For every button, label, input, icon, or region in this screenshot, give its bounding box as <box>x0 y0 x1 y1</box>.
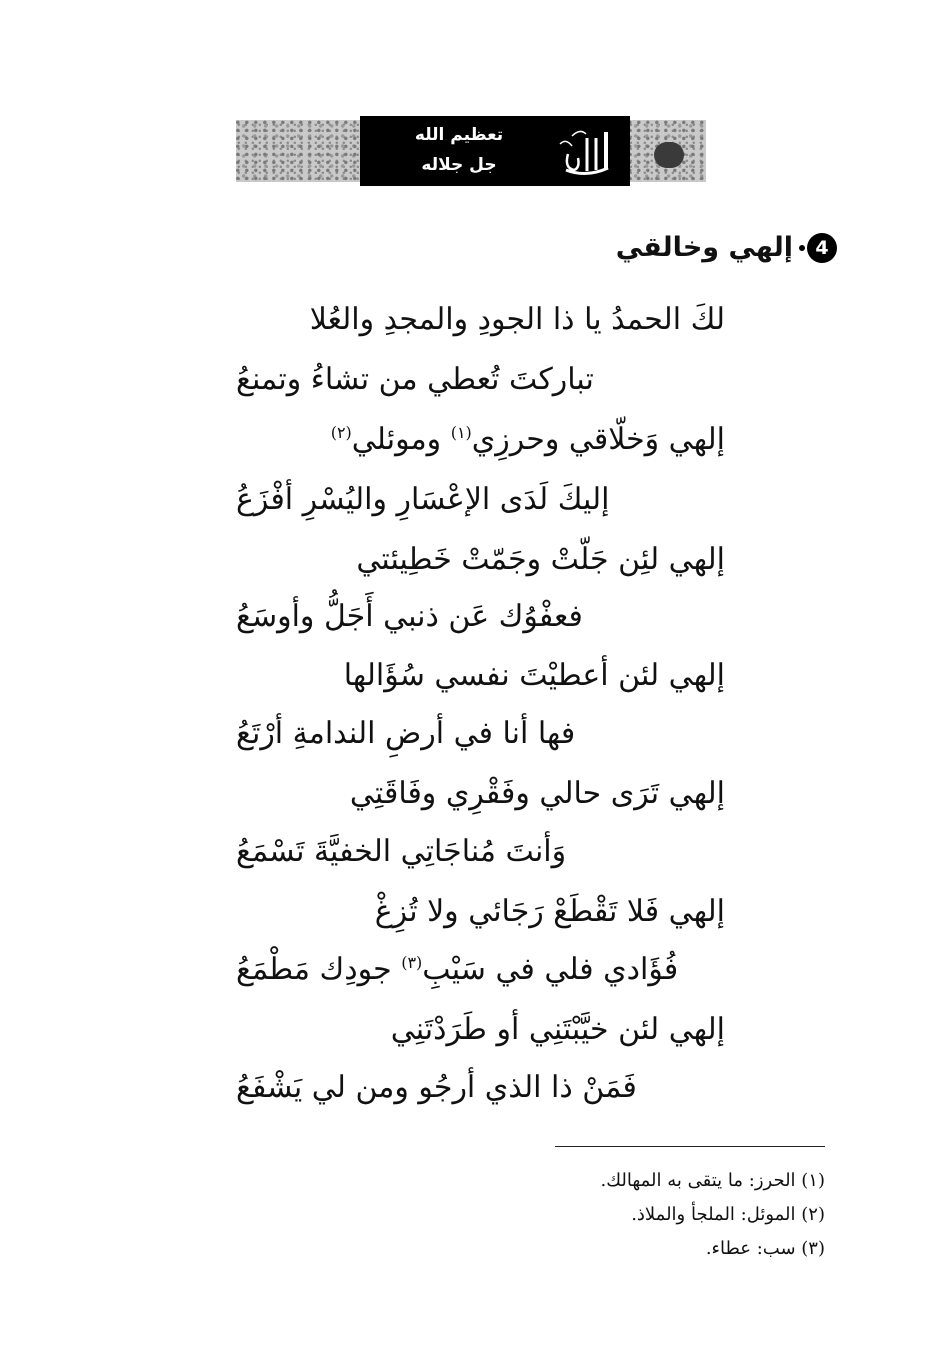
poem-line: إلهي لئن أعطيْتَ نفسي سُؤَالها <box>343 658 725 693</box>
footnote-divider <box>555 1146 825 1147</box>
poem-line: فعفْوُك عَن ذنبي أَجَلُّ وأوسَعُ <box>236 599 583 634</box>
poem-line: إلهي لئِن جَلّتْ وجَمّتْ خَطِيئتي <box>356 542 725 577</box>
poem-line: تباركتَ تُعطي من تشاءُ وتمنعُ <box>236 362 594 397</box>
section-title: إلهي وخالقي <box>615 232 793 263</box>
footnote: (٢) الموئل: الملجأ والملاذ. <box>631 1204 825 1225</box>
page-number-chip <box>654 142 684 168</box>
poem-line: فها أنا في أرضِ الندامةِ أرْتَعُ <box>236 716 576 751</box>
footnote-ref[interactable]: (٢) <box>330 423 352 442</box>
section-number-badge: 4 <box>807 233 837 263</box>
poem-line: فَمَنْ ذا الذي أرجُو ومن لي يَشْفَعُ <box>236 1070 637 1105</box>
footnote-ref[interactable]: (٣) <box>401 953 423 972</box>
poem-line: فُؤَادي فلي في سَيْبِ$^{(٣)}$ جودِك مَطْمَعُ <box>236 952 679 987</box>
poem-line: إلهي فَلا تَقْطَعْ رَجَائي ولا تُزِغْ <box>374 894 725 929</box>
footnote: (٣) سب: عطاء. <box>705 1238 825 1259</box>
running-header <box>236 116 706 186</box>
footnote-ref[interactable]: (١) <box>450 423 472 442</box>
banner-texture-left <box>236 120 362 182</box>
banner-title-line2: جل جلاله <box>421 155 497 175</box>
poem-line: وَأنتَ مُناجَاتِي الخفيَّةَ تَسْمَعُ <box>236 834 567 869</box>
banner-title-line1: تعظيم الله <box>414 125 504 145</box>
banner-texture-right <box>628 120 706 182</box>
section-heading <box>616 232 837 263</box>
poem-line: إليكَ لَدَى الإعْسَارِ واليُسْرِ أفْزَعُ <box>236 482 610 517</box>
footnote: (١) الحرز: ما يتقى به المهالك. <box>600 1170 825 1191</box>
poem-line: إلهي لئن خيَّبْتَنِي أو طَرَدْتَنِي <box>390 1012 725 1047</box>
banner-title-box <box>360 116 630 186</box>
allah-calligraphy-logo <box>556 124 618 178</box>
poem-line: إلهي تَرَى حالي وفَقْرِي وفَاقَتِي <box>349 776 725 811</box>
poem-line: إلهي وَخلّاقي وحرزِي$^{(١)}$ وموئلي$^{(٢)}$ <box>330 422 725 457</box>
poem-line: لكَ الحمدُ يا ذا الجودِ والمجدِ والعُلا <box>309 302 725 337</box>
